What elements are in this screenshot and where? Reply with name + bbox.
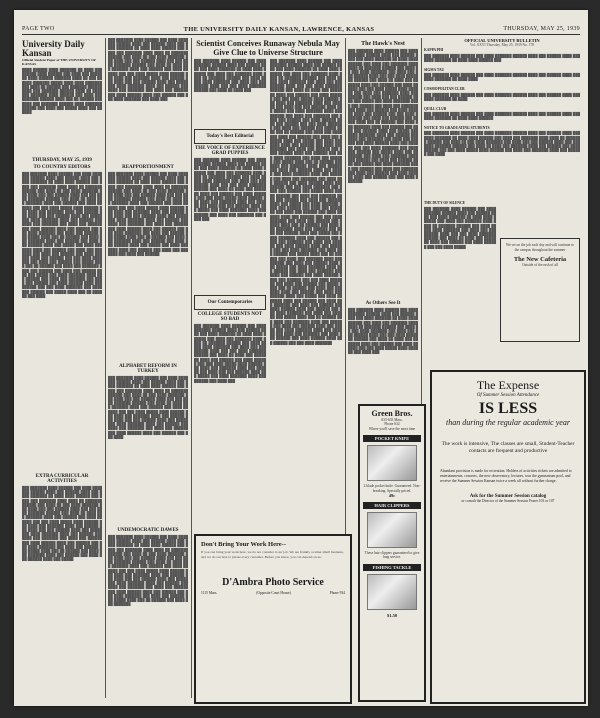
bulletin-item: KAPPA PHI xyxy=(424,48,444,53)
bulletin-text: ███ ███████ ████ ██████ ███ ████ ███████ ██████ ████ ███ ██████ ████ ███ ████ ███████ ██ ████ ████ ██████ ███ xyxy=(424,53,580,63)
editorial-subheading: THE VOICE OF EXPERIENCE GRAD PUPPIES xyxy=(194,146,266,156)
bulletin-item: SIGMA TAU xyxy=(424,67,445,72)
editorial-heading: Today's Best Editorial xyxy=(206,134,254,139)
article-body: ███ ███████ ████ ██████ ███ ████ ███████ ██████ ████ ███ ██████ ████ ███ ████ ███████ ██ ████ ████ ██████ ███ ████ ███ ███████ ████ ████ ██ ███████ ██████ ███ ████ ██ ███ ████ ███████ ███ ████ ███ ███ ██████ ████ ███ ███ ████ ███████ ██████ ███ ████ ██ ████ ███ ███████ ████ ███ ██████ ███ ████ ██████ ███ ███ ████ █████ ████ ██████ ███ ████ ███ ███████ ████ ███ ██████ ███ ████ ███ ███ ██████ ████ ███ █████ ███ ████ ███████ ████ ███ ██████ ███ ████ ███ ███████ ███ ████ ███ xyxy=(194,158,266,221)
article-body: ███ ███████ ████ ██████ ███ ████ ███████ ██████ ████ ███ ██████ ████ ███ ████ ███████ ██ ████ ████ ██████ ███ ████ ███ ███████ ████ ████ ██ ███████ ██████ ███ ████ ██ ███ ████ ███████ ███ ████ ███ ███ ██████ ████ ███ ███ ████ ███████ ██████ ███ ████ ██ ████ ███ ███████ ████ ███ ██████ ███ ████ ██████ ███ ███ ████ █████ ████ ██████ ███ ████ ███ xyxy=(348,308,418,355)
knife-price: 49c xyxy=(388,493,396,499)
others-heading: As Others See It xyxy=(365,301,401,306)
green-bros-name: Green Bros. xyxy=(371,409,413,418)
column-rule xyxy=(105,38,106,698)
photo-ad-body: If you can bring your work here, we do not consider it our job. We are frankly a rather small business, and we do our best to please every customer. Before you know, you can depend on us. xyxy=(201,550,344,559)
expense-title: The Expense xyxy=(476,378,540,392)
clippers-label: HAIR CLIPPERS xyxy=(363,502,421,509)
green-bros-address: 633-635 Mass. xyxy=(381,418,403,422)
dambra-photo-ad xyxy=(194,534,352,704)
cafeteria-ad-text: We set on the job each day and will continue to the campus throughout the summer xyxy=(506,243,574,252)
article-headline: EXTRA CURRICULAR ACTIVITIES xyxy=(35,474,89,484)
expense-ask: Ask for the Summer Session catalog xyxy=(469,494,547,499)
newspaper-page xyxy=(14,10,588,706)
knife-illustration xyxy=(367,445,417,481)
photo-ad-phone: Phone 934 xyxy=(329,591,345,595)
photo-ad-headline: Don't Bring Your Work Here-- xyxy=(201,541,286,548)
page-date: THURSDAY, MAY 25, 1939 xyxy=(503,26,580,32)
article-body: ███ ███████ ████ ██████ ███ ████ ███████ ██████ ████ ███ ██████ ████ ███ ████ ███████ ██ ████ ████ ██████ ███ ████ ███ ███████ ████ ████ ██ ███████ ██████ ███ ████ ██ ███ ████ ███████ ███ ████ ███ ███ ██████ ████ ███ ███ ████ ███████ ██████ ███ ████ ██ ████ ███ ███████ ████ ███ ██████ ███ ████ ██████ ███ ███ ████ █████ ████ ██████ ███ ████ ███ ███████ ████ ███ ██████ ███ ████ ███ ███ ██████ ████ ███ █████ ███ ████ ███████ ████ ███ ██████ ███ ████ ███ ███████ ███ ████ ███ ██████ ███ ████ ██████ ████ ███ ██████ ███ ███ ████ ███████ ███ ████ ███ ██████ ███ █████ ████ ███ ██ ██████ ███ ████ ███ ███████ ████ ███ ██████ ███ ████ ███ ██████ ████ ███ █████ ███ ████ ███████ ████ ███ ██████ ███ ████ ███ ███████ ███ ████ ███ ██████ ███ ████ ██████ ████ ███ ██████ ███ ███ ████ ███████ ███ ████ ███ ██████ ███ █████ ████ ███ ██ ██████ ███ ████ ███ ███████ ████ ███ ██████ ███ ████ ███ ██████ ████ ███ █████ ███ ████ ███████ ████ ███ ██████ ███ ████ ███ ███████ ███ ████ ███ ██████ ███ ████ ██████ ████ ███ ██████ ███ ███ ████ ███████ xyxy=(348,49,418,184)
green-bros-ad xyxy=(358,404,426,702)
article-headline: TO COUNTRY EDITORS xyxy=(33,165,91,170)
tackle-label: FISHING TACKLE xyxy=(363,564,421,571)
knife-label: POCKET KNIFE xyxy=(363,435,421,442)
paper-name: University Daily Kansan xyxy=(22,39,85,58)
bulletin-item: COSMOPOLITAN CLUB xyxy=(424,87,465,92)
bulletin-text: ███ ███████ ████ ██████ ███ ████ ███████ ██████ ████ ███ ██████ ████ ███ ████ ███████ ██ ████ ████ xyxy=(424,73,580,82)
green-bros-where: Where you'll save the most time xyxy=(368,426,416,431)
paper-subtitle: Official Student Paper of THE UNIVERSITY OF KANSAS xyxy=(22,58,96,66)
contemporaries-heading: Our Contemporaries xyxy=(207,300,253,305)
cafeteria-ad-name: The New Cafeteria xyxy=(513,256,567,264)
article-body: ███ ███████ ████ ██████ ███ ████ ███████ ██████ ████ ███ ██████ ████ ███ ████ ███████ ██ ████ ████ ██████ ███ ████ ███ ███████ ████ ████ ██ ███████ ██████ ███ ████ ██ ███ ████ ███████ ███ ████ ███ ███ ██████ ████ ███ ███ ████ ███████ ██████ ███ ████ ██ ████ ███ ███████ ████ ███ ██████ ███ ████ ██████ ███ ███ ████ █████ ████ ██████ ███ ████ ███ ███████ ████ ███ ██████ ███ ████ ███ ███ ██████ ████ ███ █████ ███ ████ ███████ ████ ███ ██████ ███ ████ ███ ███████ ███ ████ ███ ██████ ███ ████ ██████ ████ ███ ██████ ███ ███ ████ ███████ ███ ████ ███ ██████ ███ █████ ████ ███ ██ ██████ ███ ████ ███ ███████ ████ ███ ██████ ███ ████ ███ ██████ ████ ███ █████ ███ ████ ███████ ████ ███ ██████ ███ ████ ███ ███████ ███ ████ ███ ██████ ███ ████ ██████ ████ ███ ██████ ███ ███ ████ ███████ ███ ████ ███ ██████ ███ █████ ████ ███ ██ ██████ ███ ████ ███ ███████ ████ ███ ██████ ███ ████ ███ ██████ ████ ███ █████ ███ ████ ███████ ████ ███ ██████ ███ ████ ███ ███████ ███ ████ ███ ██████ ███ ████ ██████ ████ ███ ██████ ███ ███ ████ ███████ ███ ████ ███ ██████ ███ █████ ████ ███ ██ ██████ ███ ████ xyxy=(22,172,102,298)
photo-ad-brand: D'Ambra Photo Service xyxy=(222,577,324,588)
article-headline: UNDEMOCRATIC DAWES xyxy=(117,528,179,533)
expense-is-less: IS LESS xyxy=(478,400,538,417)
editorial-box xyxy=(194,129,266,144)
green-bros-phone: Phone 632 xyxy=(384,422,400,427)
contemporaries-box xyxy=(194,295,266,310)
expense-than: than during the regular academic year xyxy=(446,418,570,427)
bulletin-subheading: Vol. XXVI Thursday, May 25, 1939 No. 178 xyxy=(469,43,535,47)
page-title: THE UNIVERSITY DAILY KANSAN, LAWRENCE, KANSAS xyxy=(183,25,375,33)
tackle-price: $1.50 xyxy=(386,612,398,618)
article-body: ███ ███████ ████ ██████ ███ ████ ███████ ██████ ████ ███ ██████ ████ ███ ████ ███████ ██ ████ ████ ██████ ███ ████ ███ ███████ ████ ████ ██ ███████ ██████ ███ ████ ██ ███ ████ ███████ ███ ████ ███ ███ ██████ ████ ███ ███ ████ ███████ ██████ ███ ████ ██ ████ ███ ███████ ████ ███ ██████ ███ ████ ██████ ███ ███ ████ █████ ████ ██████ ███ ████ ███ ███████ ████ ███ ██████ ███ ████ ███ ███ ██████ ████ ███ █████ ███ ████ ███████ ████ ███ ██████ ███ ████ ███ ███████ ███ ████ ███ ██████ ███ ████ ██████ ████ ███ ██████ ███ ███ ████ ███████ ███ ████ ███ ██████ ███ █████ ████ ███ ██ ██████ ███ ████ ███ ███████ ████ ███ ██████ ███ ████ ███ ██████ ████ ███ █████ ███ ████ ███████ ████ ███ ██████ ███ ████ ███ ███████ ███ ████ ███ ██████ xyxy=(108,172,188,256)
knife-desc: 2 blade pocket knife. Guaranteed. Non-breaking. Specially priced. xyxy=(363,484,421,493)
column-editorial xyxy=(22,38,102,698)
photo-ad-location: (Opposite Court House) xyxy=(256,591,291,595)
page-header xyxy=(22,24,580,35)
expense-subtitle: Of Summer Session Attendance xyxy=(476,393,540,398)
clippers-desc: These hair clippers guaranteed to give long service. xyxy=(364,551,420,560)
page-label: PAGE TWO xyxy=(22,26,55,32)
article-body: ███ ███████ ████ ██████ ███ ████ ███████ ██████ ████ ███ ██████ ████ ███ ████ ███████ ██ ████ ████ ██████ ███ ████ ███ ███████ ████ ████ ██ ███████ ██████ ███ ████ ██ ███ ████ ███████ ███ ████ ███ ███ ██████ ████ ███ ███ ████ ███████ ██████ ███ ████ ██ ████ ███ ███████ ████ ███ ██████ ███ ████ ██████ ███ ███ ████ █████ ████ ██████ ███ ████ ███ ███████ ████ ███ ██████ ███ ████ ███ ███ ██████ ████ ███ █████ ███ ████ ███████ ████ ███ ██████ ███ ████ ███ ███████ ███ ████ ███ ██████ ███ ████ ██████ ████ ███ ██████ ███ ███ ████ ███████ ███ ████ ███ ██████ ███ █████ ████ ███ ██ ██████ ███ ████ ███ ███████ ████ ███ ██████ ███ ████ ███ ██████ ████ ███ █████ ███ ████ ███████ ████ ███ ██████ ███ ████ ███ ███████ ███ ████ ███ ██████ ███ ████ ██████ ████ ███ ██████ ███ ███ ████ ███████ ███ ████ ███ ██████ ███ █████ ████ ███ ██ ██████ ███ ████ ███ ███████ ████ ███ ██████ ███ ████ ███ ██████ ████ ███ █████ ███ ████ ███████ ████ ███ ██████ ███ ████ ███ ███████ ███ ████ ███ ██████ ███ ████ ██████ ████ ███ ██████ ███ ███ ████ ███████ ███ ████ ███ ██████ ███ █████ ████ ███ ██ ██████ ███ ████ ███ ███████ ████ ███ ██████ ███ ████ ███ ██████ ████ ███ █████ ███ ████ ███████ ████ ███ ██████ ███ ████ ███ ███████ ███ ████ ███ ██████ ███ ████ ██████ ████ ███ ██████ ███ ███ ████ ███████ ███ ████ ███ ██████ ███ █████ ████ ███ ██ ██████ ███ ████ ███ ███████ ████ ███ ██████ ███ ████ ███ ██████ ████ ███ █████ ███ ████ ███████ ████ ███ ██████ ███ ████ ███ ███████ ███ ████ ███ ██████ ███ ████ ██████ ████ ███ ██████ ███ ███ ████ ███████ ███ ████ ███ ██████ ███ █████ ████ ███ ██ ██████ ███ ████ ███ ███████ ████ ███ ██████ ███ ████ ███ ██████ ████ ███ █████ ███ ████ ███████ ████ ███ ██████ ███ ████ ███ ███████ ███ ████ ███ ██████ ███ ████ ██████ ████ ███ ██████ ███ ███ ████ ███████ ███ ████ ███ ██████ ███ █████ ████ ███ ██ ██████ ███ ████ ███ ███████ ████ ███ ██████ ███ ████ ███ ██████ ████ ███ █████ ███ ████ ███████ ████ ███ ██████ ███ ████ ███ ███████ ███ ████ ███ ██████ ███ ████ ██████ ████ ███ ██████ ███ ███ ████ ███████ ███ ████ ███ ██████ ███ █████ ████ ███ ██ ██████ ███ ████ ███ ███████ ████ ███ ██████ ███ ████ ███ ██████ ████ ███ █████ ███ ████ ███████ ████ ███ ██████ ███ ████ ███ ███████ ███ ████ ███ ██████ ███ ████ ██████ ████ ███ ██████ ███ ███ ████ ███████ xyxy=(270,59,342,345)
clippers-illustration xyxy=(367,512,417,548)
article-body: ███ ███████ ████ ██████ ███ ████ ███████ ██████ ████ ███ ██████ ████ ███ ████ ███████ ██ ████ ████ ██████ ███ ████ ███ ███████ ████ ████ ██ ███████ ██████ ███ ████ ██ ███ ████ ███████ ███ ████ ███ ███ ██████ ████ ███ ███ ████ ███████ ██████ ███ ████ ██ ████ ███ ███████ ████ ███ ██████ ███ ████ ██████ ███ ███ ████ █████ ████ ██████ ███ ████ ███ ███████ ████ ███ ██████ ███ ████ ███ ███ ██████ ████ ███ █████ ███ ████ ███████ ████ ███ ██████ ███ ████ ███ ███████ ███ ████ ███ ██████ ███ ████ ██████ ████ ███ ██████ ███ ███ ████ ███████ ███ ████ ███ ██████ ███ █████ ████ ███ ██ ██████ ███ ████ ███ ███████ ████ ███ ██████ ███ ████ ███ ██████ ████ ███ █████ xyxy=(22,486,102,562)
bulletin-heading: OFFICIAL UNIVERSITY BULLETIN xyxy=(464,38,540,43)
photo-ad-address: 1115 Mass. xyxy=(201,591,218,595)
bulletin-item: QUILL CLUB xyxy=(424,106,447,111)
tackle-illustration xyxy=(367,574,417,610)
expense-consult: or consult the Director of the Summer Session Fraser 103 or 107 xyxy=(461,499,555,503)
contemporaries-subheading: COLLEGE STUDENTS NOT SO BAD xyxy=(197,312,263,322)
staff-listing: ████ ██████ ████ ███████ ██ ████ ███ ██████ ████ ██████ ███ ████ ███ ███████ ████ ██████ ███████ ████ ██ ███ ██████ ███████ █████ ████ ████ ███████ ███ ████ ██ ██████ ███ ███████ ██████ ████ ███ ███████ ██████ ████ ██ ████ ███ ███████ ████ ██████ ███ ████ ███ ███████ ██████ ████ ███ ██ ██████ ███ ████ ███ ███████ ██████ ████ ███████ ██████ ███ ████ ███ █████ ████ ███ ██████ xyxy=(22,68,102,115)
cafeteria-ad-sub: Outside of the rush of all xyxy=(522,263,558,268)
article-body: ███ ███████ ████ ██████ ███ ████ ███████ ██████ ████ ███ ██████ ████ ███ ████ ███████ ██ ████ ████ ██████ ███ ████ ███ ███████ ████ ████ ██ ███████ ██████ ███ ████ ██ ███ ████ ███████ ███ ████ ███ ███ ██████ ████ ███ ███ ████ ███████ ██████ ███ ████ ██ ████ ███ ███████ ████ ███ ██████ ███ ████ ██████ ███ ███ ████ █████ ████ ██████ ███ ████ ███ ███████ ████ ███ ██████ ███ ████ ███ ███ ██████ ████ ███ █████ ███ ████ ███████ ████ ███ ██████ ███ ████ ███ xyxy=(194,324,266,383)
bulletin-item: THE DUTY OF SILENCE xyxy=(424,201,465,206)
feature-headline: Scientist Conceives Runaway Nebula May Give Clue to Universe Structure xyxy=(196,39,340,57)
article-headline: ALPHABET REFORM IN TURKEY xyxy=(119,364,177,374)
article-body: ███ ███████ ████ ██████ ███ ████ ███████ ██████ ████ ███ ██████ ████ ███ ████ ███████ ██ ████ ████ ██████ ███ ████ ███ ███████ ████ ████ ██ ███████ ██████ ███ ████ ██ ███ ████ ███████ ███ ████ ███ ███ ██████ ████ ███ ███ ████ ███████ ██████ ███ ████ ██ ████ ███ ███████ ████ ███ ██████ ███ ████ ██████ ███ ███ ████ █████ ████ ██████ ███ ████ ███ ███████ ████ ███ ██████ ███ ████ ███ ███ ██████ ████ ███ █████ ███ ████ ███████ ████ ███ ██████ ███ ████ ███ ███████ ███ ████ ███ ██████ ███ ████ ██████ ████ ███ ██████ ███ ███ ████ ███████ ███ ████ ███ xyxy=(108,38,188,101)
expense-body: Abundant provision is made for recreation. Holders of activities tickets are admitted to entertainments, concerts, the new observatory, lectures, tour the gymnasium pool, and receive the Summer Session Kansan twice a week all without further charge. xyxy=(440,469,572,483)
article-body: ███ ███████ ████ ██████ ███ ████ ███████ ██████ ████ ███ ██████ ████ ███ ████ ███████ ██ ████ ████ ██████ ███ ████ ███ ███████ ████ ████ ██ ███████ ██████ ███ ████ ██ ███ ████ ███████ ███ ████ ███ ███ ██████ ████ ███ ███ ████ ███████ ██████ ███ ████ ██ ████ ███ ███████ ████ ███ ██████ ███ ████ ██████ ███ ███ ████ █████ ████ ██████ ███ ████ ███ ███████ ████ ███ ██████ ███ ████ ███ ███ ██████ ████ ███ █████ ███ ████ ███████ ████ ███ ██████ ███ ████ ███ ███████ ███ ████ ███ ██████ ███ ████ ██████ ████ ███ ██████ ███ ███ ████ ███████ ███ ████ ███ ██████ ███ █████ ████ ███ ██ ██████ ███ ████ ███ ███████ xyxy=(108,535,188,607)
article-headline: REAPPORTIONMENT xyxy=(122,165,174,170)
article-body: ███ ███████ ████ ██████ ███ ████ ███████ ██████ ████ ███ ██████ ████ ███ ████ ███████ ██ ████ ████ ██████ ███ ████ ███ ███████ ████ ████ ██ ███████ ██████ ███ ████ ██ ███ ████ ███████ ███ ████ ███ ███ ██████ ████ ███ ███ ████ ███████ ██████ ███ ████ ██ ████ ███ ███████ ████ ███ ██████ ███ ████ ██████ ███ ███ ████ █████ ████ ██████ ███ ████ ███ ███████ ████ ███ ██████ ███ ████ ███ ███ ██████ ████ ███ █████ ███ ████ ███████ ████ ███ ██████ ███ ████ ███ ███████ ███ ████ ███ ██████ ███ ████ ██████ ████ ███ ██████ ███ ███ ████ xyxy=(108,376,188,439)
column-rule xyxy=(191,38,192,698)
dateline: THURSDAY, MAY 25, 1939 xyxy=(32,158,92,163)
hawks-nest-heading: The Hawk's Nest xyxy=(361,41,405,47)
column-articles xyxy=(108,38,188,698)
expense-middle: The work is intensive, The classes are small, Student-Teacher contacts are frequent and productive xyxy=(441,441,575,454)
summer-session-ad xyxy=(430,370,586,704)
cafeteria-ad xyxy=(500,238,580,342)
bulletin-text: ███ ███████ ████ ██████ ███ ████ ███████ ██████ ████ ███ ██████ ████ ███ ████ ███████ ██ ████ ████ ██████ ███ ████ ███ ███████ ████ ████ ██ ███████ ██████ ███ ████ ██ ███ ████ ███████ ███ ████ ███ ███ ██████ ████ ███ ███ ████ ███████ ██████ ███ ████ ██ ████ ███ ███████ ████ ███ ██████ ███ ████ ██████ ███ ███ ████ █████ xyxy=(424,206,496,249)
bulletin-text: ███ ███████ ████ ██████ ███ ████ ███████ ██████ ████ ███ ██████ ████ ███ ████ ███████ ██ ████ xyxy=(424,92,580,101)
bulletin-item: NOTICE TO GRADUATING STUDENTS xyxy=(424,126,490,131)
bulletin-text: ███ ███████ ████ ██████ ███ ████ ███████ ██████ ████ ███ ██████ ████ ███ ████ ███████ ██ ████ ████ ██████ ███ ████ ███ ███████ ████ ████ ██ ███████ ██████ ███ ████ ██ ███ ████ ███████ ███ ████ ███ ███ ██████ ████ ███ ███ ████ ███████ ██████ ███ ████ ██ ████ ███ ███████ ████ ███ ██████ ███ ████ ██████ ███ ███ ████ █████ ████ ██████ ███ ████ ███ ███████ ████ ███ ██████ ███ ████ xyxy=(424,131,580,157)
article-body: ███ ███████ ████ ██████ ███ ████ ███████ ██████ ████ ███ ██████ ████ ███ ████ ███████ ██ ████ ████ ██████ ███ ████ ███ ███████ ████ ████ ██ ███████ ██████ ███ ████ ██ ███ ████ ███████ ███ ████ ███ ███ ██████ ████ ███ ███ ████ ███████ ██████ ███ ████ ██ ████ ███ xyxy=(194,59,266,93)
bulletin-text: ███ ███████ ████ ██████ ███ ████ ███████ ██████ ████ ███ ██████ ████ ███ ████ ███████ ██ ████ ████ ██████ xyxy=(424,112,580,121)
